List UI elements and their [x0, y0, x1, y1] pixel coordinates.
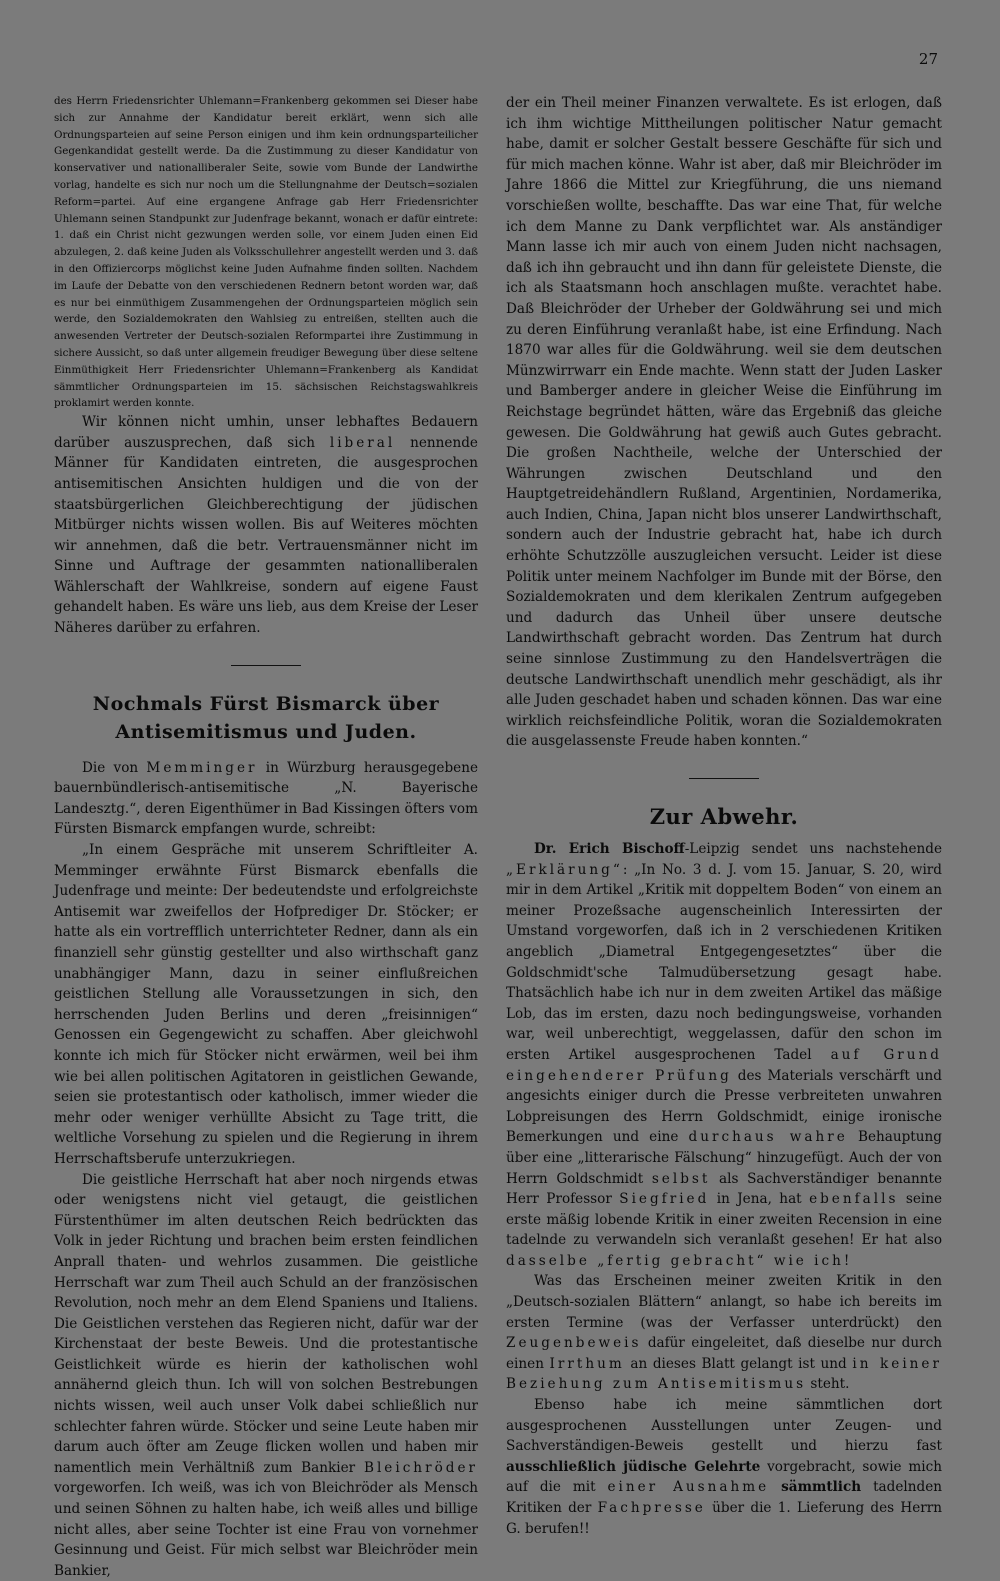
section-divider: [689, 778, 759, 779]
right-column: [506, 93, 942, 1539]
article-intro: Die von Memminger in Würzburg herausgegebene bauernbündlerisch-antisemitische „N. Bayerische Landesztg.“, deren Eigenthümer in Bad Kissingen öfters vom Fürsten Bismarck empfangen wurde, schreibt:: [54, 759, 478, 838]
declaration-paragraph-2: Was das Erscheinen meiner zweiten Kritik in den „Deutsch-sozialen Blättern“ anlangt, so habe ich bereits im ersten Termine (was der Verfasser unterdrückt) den Zeugenbeweis dafür eingeleitet, daß dieselbe nur durch einen Irrthum an dieses Blatt gelangt ist und in keiner Beziehung zum Antisemitismus steht.: [506, 1273, 942, 1393]
left-column: [54, 93, 478, 1581]
section-divider: [231, 665, 301, 666]
quote-paragraph-1: „In einem Gespräche mit unserem Schriftleiter A. Memminger erwähnte Fürst Bismarck ebenfalls die Judenfrage und meinte: Der bedeutendste und erfolgreichste Antisemit war zweifellos der Hofprediger Dr. Stöcker; er hatte als ein vortrefflich unterrichteter Redner, dann als ein finanziell sehr günstig gestellter und also wirthschaft ganz unabhängiger Mann, dazu in seiner einflußreichen geistlichen Stellung alle Voraussetzungen in sich, den herrschenden Juden Berlins und deren „freisinnigen“ Genossen ein Gegengewicht zu schaffen. Aber gleichwohl konnte ich mich für Stöcker nicht erwärmen, weil bei ihm wie bei allen politischen Agitatoren in geistlichen Gewande, seien sie protestantisch oder katholisch, immer wieder die mehr oder weniger verhüllte Absicht zu Tage tritt, die weltliche Vorsehung zu spielen und die Regierung in ihrem Herrschaftsberufe unterzukriegen.: [54, 842, 478, 1167]
article-title-bismarck: Nochmals Fürst Bismarck über Antisemitismus und Juden.: [92, 692, 440, 743]
declaration-paragraph-3: Ebenso habe ich meine sämmtlichen dort ausgesprochenen Ausstellungen unter Zeugen- und Sachverständigen-Beweis gestellt und hierzu fast ausschließlich jüdische Gelehrte vorgebracht, sowie mich auf die mit einer Ausnahme sämmtlich tadelnden Kritiken der Fachpresse über die 1. Lieferung des Herrn G. berufen!!: [506, 1397, 943, 1537]
quote-continuation: der ein Theil meiner Finanzen verwaltete. Es ist erlogen, daß ich ihm wichtige Mittheilungen politischer Natur gemacht habe, damit er solcher Gestalt bessere Geschäfte für sich und für mich machen könne. Wahr ist aber, daß mir Bleichröder im Jahre 1866 die Mittel zur Kriegführung, die uns niemand vorschießen wollte, beschaffte. Das war eine That, für welche ich dem Manne zu Dank verpflichtet war. Als anständiger Mann lasse ich mir auch von einem Juden nicht nachsagen, daß ich ihn gebraucht und ihn dann für geleistete Dienste, die ich als Staatsmann hoch anschlagen mußte. verachtet habe. Daß Bleichröder der Urheber der Goldwährung sei und mich zu deren Einführung veranlaßt habe, ist eine Erfindung. Nach 1870 war alles für die Goldwährung. weil sie dem deutschen Münzwirrwarr ein Ende machte. Wenn statt der Juden Lasker und Bamberger andere in gleicher Weise die Einführung im Reichstage begründet hätten, wäre das Ergebniß das gleiche gewesen. Die Goldwährung hat gewiß auch Gutes gebracht. Die großen Nachtheile, welche der Unterschied der Währungen zwischen Deutschland und den Hauptgetreidehändlern Rußland, Argentinien, Nordamerika, auch Indien, China, Japan nicht blos unserer Landwirthschaft, sondern auch der Industrie gebracht hat, habe ich durch erhöhte Schutzzölle auszugleichen versucht. Leider ist diese Politik unter meinem Nachfolger im Bunde mit der Börse, den Sozialdemokraten und dem klerikalen Zentrum aufgegeben und dadurch das Unheil über unsere deutsche Landwirthschaft gebracht worden. Das Zentrum hat durch seine sinnlose Zustimmung zu den Handelsverträgen die deutsche Landwirthschaft unendlich mehr geschädigt, als ihr alle Juden geschadet haben und schaden können. Das war eine wirklich reichsfeindliche Politik, woran die Sozialdemokraten die ausgelassenste Freude haben konnten.“: [506, 95, 942, 750]
page-number: 27: [918, 50, 938, 68]
declaration-paragraph-1: Dr. Erich Bischoff-Leipzig sendet uns nachstehende „Erklärung“: „In No. 3 d. J. vom 15. Januar, S. 20, wird mir in dem Artikel „Kritik mit doppeltem Boden“ von einem an meiner Prozeßsache augenscheinlich Interessirten der Umstand vorgeworfen, daß ich in 2 verschiedenen Kritiken angeblich „Diametral Entgegengesetztes“ über die Goldschmidt'sche Talmudübersetzung gesagt habe. Thatsächlich habe ich nur in dem zweiten Artikel das mäßige Lob, das im ersten, dazu noch bedingungsweise, vorhanden war, weil unberechtigt, weggelassen, dafür den schon im ersten Artikel ausgesprochenen Tadel auf Grund eingehenderer Prüfung des Materials verschärft und angesichts einiger durch die Presse verbreiteten unwahren Lobpreisungen des Herrn Goldschmidt, einige ironische Bemerkungen und eine durchaus wahre Behauptung über eine „litterarische Fälschung“ hinzugefügt. Auch der von Herrn Goldschmidt selbst als Sachverständiger benannte Herr Professor Siegfried in Jena, hat ebenfalls seine erste mäßig lobende Kritik in einer zweiten Recension in eine tadelnde zu verwandeln sich veranlaßt gesehen! Er hat also dasselbe „fertig gebracht“ wie ich!: [506, 841, 943, 1269]
quote-paragraph-2: Die geistliche Herrschaft hat aber noch nirgends etwas oder wenigstens nicht viel getaugt, die geistlichen Fürstenthümer im alten deutschen Reich bedrückten das Volk in jeder Richtung und brachen beim ersten feindlichen Anprall thaten- und wehrlos zusammen. Die geistliche Herrschaft war zum Theil auch Schuld an der französischen Revolution, noch mehr an dem Elend Spaniens und Italiens. Die Geistlichen verstehen das Regieren nicht, dafür war der Kirchenstaat der beste Beweis. Und die protestantische Geistlichkeit würde es hierin der katholischen wohl annähernd gleich thun. Ich will von solchen Bestrebungen nichts wissen, weil auch unser Volk dabei schließlich nur schlechter fahren würde. Stöcker und seine Leute haben mir darum auch öfter am Zeuge flicken wollen und haben mir namentlich mein Verhältniß zum Bankier Bleichröder vorgeworfen. Ich weiß, was ich von Bleichröder als Mensch und seinen Söhnen zu halten habe, ich weiß alles und billige nicht alles, aber seine Tochter ist eine Frau von vornehmer Gesinnung und Geist. Für mich selbst war Bleichröder mein Bankier,: [54, 1171, 478, 1579]
election-notice: des Herrn Friedensrichter Uhlemann=Frankenberg gekommen sei Dieser habe sich zur Annahme der Kandidatur bereit erklärt, wenn sich alle Ordnungsparteien auf seine Person einigen und ihm kein ordnungsparteilicher Gegenkandidat gestellt werde. Da die Zustimmung zu dieser Kandidatur von konservativer und nationalliberaler Seite, sowie vom Bunde der Landwirthe vorlag, handelte es sich nur noch um die Stellungnahme der Deutsch=sozialen Reform=partei. Auf eine ergangene Anfrage gab Herr Friedensrichter Uhlemann seinen Standpunkt zur Judenfrage bekannt, wonach er dafür eintrete: 1. daß ein Christ nicht gezwungen werden solle, vor einem Juden einen Eid abzulegen, 2. daß keine Juden als Volksschullehrer angestellt werden und 3. daß in den Offiziercorps möglichst keine Juden Aufnahme finden sollten. Nachdem im Laufe der Debatte von den verschiedenen Rednern betont worden war, daß es nur bei einmüthigem Zusammengehen der Ordnungsparteien möglich sein werde, den Sozialdemokraten den Wahlsieg zu entreißen, stellten auch die anwesenden Vertreter der Deutsch-sozialen Reformpartei ihre Zustimmung in sichere Aussicht, so daß unter allgemein freudiger Bewegung über diese seltene Einmüthigkeit Herr Friedensrichter Uhlemann=Frankenberg als Kandidat sämmtlicher Ordnungsparteien im 15. sächsischen Reichstagswahlkreis proklamirt werden konnte.: [54, 95, 478, 410]
editorial-comment: Wir können nicht umhin, unser lebhaftes Bedauern darüber auszusprechen, daß sich liberal nennende Männer für Kandidaten eintreten, die ausgesprochen antisemitischen Ansichten huldigen und die von der staatsbürgerlichen Gleichberechtigung der jüdischen Mitbürger nichts wissen wollen. Bis auf Weiteres möchten wir annehmen, daß die betr. Vertrauensmänner nicht im Sinne und Auftrage der gesammten nationalliberalen Wählerschaft der Wahlkreise, sondern auf eigene Faust gehandelt haben. Es wäre uns lieb, aus dem Kreise der Leser Näheres darüber zu erfahren.: [54, 414, 478, 637]
article-title-abwehr: Zur Abwehr.: [649, 804, 799, 829]
